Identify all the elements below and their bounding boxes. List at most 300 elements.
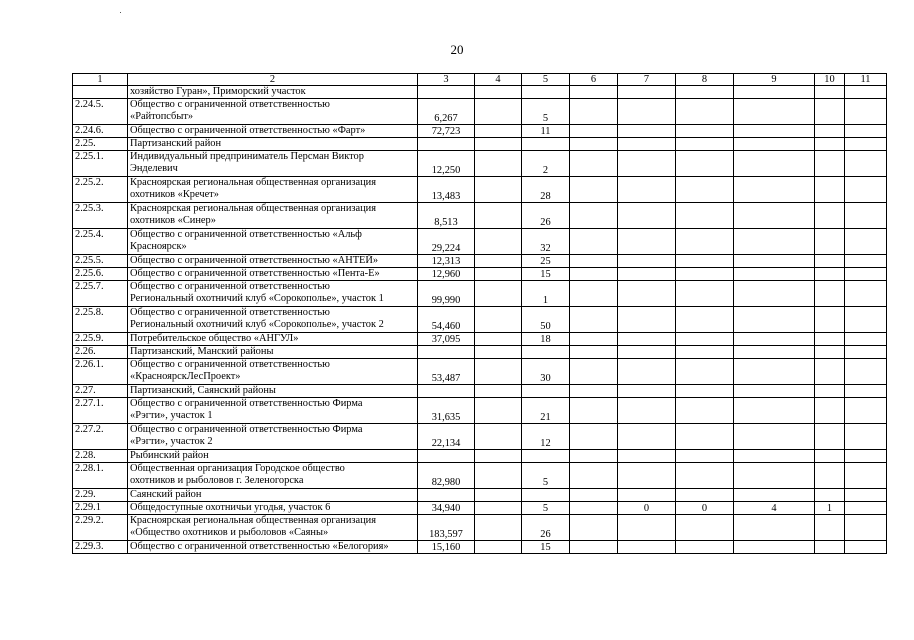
cell-col-9 bbox=[734, 424, 815, 450]
cell-col-7 bbox=[618, 424, 676, 450]
cell-col-3: 34,940 bbox=[418, 502, 475, 515]
cell-col-9 bbox=[734, 515, 815, 541]
cell-col-5: 50 bbox=[522, 307, 570, 333]
column-header-8: 8 bbox=[676, 74, 734, 86]
cell-col-5: 25 bbox=[522, 255, 570, 268]
column-header-1: 1 bbox=[73, 74, 128, 86]
row-name-line: Партизанский, Манский районы bbox=[130, 346, 274, 358]
cell-col-3 bbox=[418, 450, 475, 463]
cell-col-9 bbox=[734, 489, 815, 502]
table-row bbox=[73, 138, 887, 151]
cell-col-4 bbox=[475, 398, 522, 424]
row-name-line: Энделевич bbox=[130, 162, 178, 174]
column-header-2: 2 bbox=[128, 74, 418, 86]
cell-col-11 bbox=[845, 138, 887, 151]
page-number: 20 bbox=[450, 42, 464, 57]
cell-col-10 bbox=[815, 333, 845, 346]
table-row bbox=[73, 177, 887, 203]
cell-col-7 bbox=[618, 138, 676, 151]
cell-col-8 bbox=[676, 307, 734, 333]
cell-col-7: 0 bbox=[618, 502, 676, 515]
cell-col-7 bbox=[618, 333, 676, 346]
cell-col-5: 30 bbox=[522, 359, 570, 385]
row-name bbox=[128, 86, 418, 99]
cell-col-3: 183,597 bbox=[418, 515, 475, 541]
cell-col-6 bbox=[570, 541, 618, 554]
cell-col-7 bbox=[618, 307, 676, 333]
cell-col-10 bbox=[815, 541, 845, 554]
cell-col-4 bbox=[475, 307, 522, 333]
row-name-line: Красноярская региональная общественная организация bbox=[130, 515, 377, 527]
column-header-11: 11 bbox=[845, 74, 887, 86]
row-name bbox=[128, 281, 418, 307]
cell-col-8 bbox=[676, 489, 734, 502]
row-name bbox=[128, 255, 418, 268]
cell-col-11 bbox=[845, 255, 887, 268]
row-code: 2.25.5. bbox=[73, 255, 128, 268]
row-code: 2.27.2. bbox=[73, 424, 128, 450]
cell-col-4 bbox=[475, 385, 522, 398]
row-code: 2.26. bbox=[73, 346, 128, 359]
row-code: 2.28.1. bbox=[73, 463, 128, 489]
cell-col-6 bbox=[570, 138, 618, 151]
table-row bbox=[73, 151, 887, 177]
cell-col-4 bbox=[475, 138, 522, 151]
row-name bbox=[128, 515, 418, 541]
cell-col-6 bbox=[570, 489, 618, 502]
cell-col-3: 31,635 bbox=[418, 398, 475, 424]
cell-col-9 bbox=[734, 255, 815, 268]
table-row bbox=[73, 515, 887, 541]
cell-col-3: 13,483 bbox=[418, 177, 475, 203]
cell-col-7 bbox=[618, 385, 676, 398]
table-row bbox=[73, 255, 887, 268]
cell-col-5: 12 bbox=[522, 424, 570, 450]
cell-col-5: 5 bbox=[522, 99, 570, 125]
cell-col-10 bbox=[815, 385, 845, 398]
cell-col-7 bbox=[618, 255, 676, 268]
cell-col-6 bbox=[570, 450, 618, 463]
cell-col-5: 26 bbox=[522, 515, 570, 541]
row-code bbox=[73, 86, 128, 99]
cell-col-6 bbox=[570, 281, 618, 307]
cell-col-7 bbox=[618, 177, 676, 203]
row-code: 2.25.4. bbox=[73, 229, 128, 255]
cell-col-4 bbox=[475, 463, 522, 489]
cell-col-6 bbox=[570, 398, 618, 424]
table-row bbox=[73, 463, 887, 489]
row-name bbox=[128, 502, 418, 515]
cell-col-11 bbox=[845, 125, 887, 138]
cell-col-10 bbox=[815, 424, 845, 450]
cell-col-7 bbox=[618, 229, 676, 255]
row-name-line: Общество с ограниченной ответственностью Фирма bbox=[130, 398, 363, 410]
cell-col-9 bbox=[734, 138, 815, 151]
cell-col-5 bbox=[522, 385, 570, 398]
cell-col-3: 12,313 bbox=[418, 255, 475, 268]
cell-col-10 bbox=[815, 177, 845, 203]
table-row bbox=[73, 489, 887, 502]
cell-col-6 bbox=[570, 515, 618, 541]
table-row bbox=[73, 333, 887, 346]
row-name bbox=[128, 307, 418, 333]
row-name bbox=[128, 151, 418, 177]
row-name-line: охотников «Кречет» bbox=[130, 188, 219, 200]
cell-col-3 bbox=[418, 385, 475, 398]
table-row bbox=[73, 281, 887, 307]
cell-col-3 bbox=[418, 489, 475, 502]
row-name-line: Общедоступные охотничьи угодья, участок 6 bbox=[130, 502, 331, 514]
cell-col-4 bbox=[475, 151, 522, 177]
cell-col-8 bbox=[676, 398, 734, 424]
cell-col-7 bbox=[618, 99, 676, 125]
row-code: 2.28. bbox=[73, 450, 128, 463]
cell-col-3 bbox=[418, 346, 475, 359]
cell-col-7 bbox=[618, 86, 676, 99]
cell-col-8 bbox=[676, 151, 734, 177]
cell-col-8 bbox=[676, 450, 734, 463]
cell-col-6 bbox=[570, 502, 618, 515]
cell-col-5 bbox=[522, 138, 570, 151]
cell-col-7 bbox=[618, 281, 676, 307]
cell-col-9 bbox=[734, 86, 815, 99]
table-row bbox=[73, 125, 887, 138]
cell-col-10 bbox=[815, 125, 845, 138]
cell-col-10 bbox=[815, 450, 845, 463]
row-name bbox=[128, 203, 418, 229]
cell-col-4 bbox=[475, 229, 522, 255]
cell-col-9 bbox=[734, 307, 815, 333]
cell-col-5: 28 bbox=[522, 177, 570, 203]
row-code: 2.24.5. bbox=[73, 99, 128, 125]
row-code: 2.29. bbox=[73, 489, 128, 502]
row-name-line: Красноярская региональная общественная организация bbox=[130, 177, 377, 189]
row-name-line: Региональный охотничий клуб «Сорокополье», участок 1 bbox=[130, 292, 384, 304]
table-row bbox=[73, 385, 887, 398]
cell-col-5: 21 bbox=[522, 398, 570, 424]
row-name-line: «Рэгти», участок 1 bbox=[130, 409, 213, 421]
row-name-line: Общество с ограниченной ответственностью «Фарт» bbox=[130, 125, 366, 137]
cell-col-4 bbox=[475, 515, 522, 541]
row-name-line: Общество с ограниченной ответственностью «Альф bbox=[130, 229, 362, 241]
cell-col-3: 99,990 bbox=[418, 281, 475, 307]
cell-col-5 bbox=[522, 489, 570, 502]
cell-col-10 bbox=[815, 346, 845, 359]
cell-col-11 bbox=[845, 385, 887, 398]
cell-col-9 bbox=[734, 463, 815, 489]
table-row bbox=[73, 99, 887, 125]
cell-col-5: 15 bbox=[522, 268, 570, 281]
row-code: 2.25.8. bbox=[73, 307, 128, 333]
row-name bbox=[128, 541, 418, 554]
cell-col-10 bbox=[815, 398, 845, 424]
cell-col-7 bbox=[618, 541, 676, 554]
cell-col-3 bbox=[418, 138, 475, 151]
row-name-line: «Общество охотников и рыболовов «Саяны» bbox=[130, 526, 329, 538]
table-row bbox=[73, 541, 887, 554]
row-name-line: Индивидуальный предприниматель Персман Виктор bbox=[130, 151, 364, 163]
row-code: 2.29.1 bbox=[73, 502, 128, 515]
cell-col-5: 32 bbox=[522, 229, 570, 255]
row-name bbox=[128, 398, 418, 424]
cell-col-10 bbox=[815, 138, 845, 151]
column-header-10: 10 bbox=[815, 74, 845, 86]
scan-speck bbox=[120, 12, 121, 13]
cell-col-6 bbox=[570, 333, 618, 346]
cell-col-6 bbox=[570, 125, 618, 138]
column-header-5: 5 bbox=[522, 74, 570, 86]
cell-col-3: 12,250 bbox=[418, 151, 475, 177]
cell-col-6 bbox=[570, 177, 618, 203]
row-code: 2.25. bbox=[73, 138, 128, 151]
cell-col-4 bbox=[475, 333, 522, 346]
row-name-line: Общественная организация Городское общество bbox=[130, 463, 345, 475]
cell-col-8 bbox=[676, 99, 734, 125]
cell-col-4 bbox=[475, 203, 522, 229]
cell-col-5: 5 bbox=[522, 463, 570, 489]
cell-col-6 bbox=[570, 359, 618, 385]
table-row bbox=[73, 450, 887, 463]
cell-col-8 bbox=[676, 333, 734, 346]
table-row bbox=[73, 86, 887, 99]
cell-col-9 bbox=[734, 333, 815, 346]
row-code: 2.29.2. bbox=[73, 515, 128, 541]
cell-col-5: 5 bbox=[522, 502, 570, 515]
cell-col-3: 29,224 bbox=[418, 229, 475, 255]
cell-col-11 bbox=[845, 281, 887, 307]
cell-col-6 bbox=[570, 424, 618, 450]
cell-col-5: 11 bbox=[522, 125, 570, 138]
column-header-9: 9 bbox=[734, 74, 815, 86]
row-name-line: Красноярская региональная общественная организация bbox=[130, 203, 377, 215]
cell-col-11 bbox=[845, 203, 887, 229]
cell-col-5 bbox=[522, 450, 570, 463]
cell-col-3: 54,460 bbox=[418, 307, 475, 333]
cell-col-5: 26 bbox=[522, 203, 570, 229]
row-name bbox=[128, 463, 418, 489]
row-name-line: «КрасноярскЛесПроект» bbox=[130, 370, 241, 382]
row-name bbox=[128, 268, 418, 281]
cell-col-4 bbox=[475, 268, 522, 281]
cell-col-6 bbox=[570, 268, 618, 281]
row-name-line: Общество с ограниченной ответственностью «АНТЕЙ» bbox=[130, 255, 379, 267]
cell-col-7 bbox=[618, 450, 676, 463]
cell-col-6 bbox=[570, 307, 618, 333]
row-code: 2.29.3. bbox=[73, 541, 128, 554]
cell-col-10 bbox=[815, 203, 845, 229]
cell-col-9 bbox=[734, 203, 815, 229]
cell-col-8 bbox=[676, 281, 734, 307]
row-name-line: Общество с ограниченной ответственностью bbox=[130, 281, 330, 293]
cell-col-7 bbox=[618, 463, 676, 489]
cell-col-9 bbox=[734, 125, 815, 138]
column-header-3: 3 bbox=[418, 74, 475, 86]
cell-col-8 bbox=[676, 346, 734, 359]
cell-col-11 bbox=[845, 450, 887, 463]
column-header-7: 7 bbox=[618, 74, 676, 86]
column-header-6: 6 bbox=[570, 74, 618, 86]
cell-col-9 bbox=[734, 99, 815, 125]
row-name-line: Общество с ограниченной ответственностью «Белогория» bbox=[130, 541, 389, 553]
cell-col-5: 18 bbox=[522, 333, 570, 346]
cell-col-4 bbox=[475, 125, 522, 138]
column-header-4: 4 bbox=[475, 74, 522, 86]
cell-col-6 bbox=[570, 385, 618, 398]
table-row bbox=[73, 268, 887, 281]
row-name-line: Общество с ограниченной ответственностью bbox=[130, 307, 330, 319]
cell-col-7 bbox=[618, 268, 676, 281]
cell-col-9 bbox=[734, 359, 815, 385]
cell-col-4 bbox=[475, 541, 522, 554]
cell-col-9 bbox=[734, 177, 815, 203]
row-code: 2.25.3. bbox=[73, 203, 128, 229]
cell-col-11 bbox=[845, 398, 887, 424]
cell-col-6 bbox=[570, 255, 618, 268]
cell-col-7 bbox=[618, 346, 676, 359]
hunting-grounds-table bbox=[72, 73, 887, 554]
cell-col-11 bbox=[845, 177, 887, 203]
cell-col-9 bbox=[734, 398, 815, 424]
cell-col-3: 15,160 bbox=[418, 541, 475, 554]
cell-col-10 bbox=[815, 281, 845, 307]
cell-col-4 bbox=[475, 177, 522, 203]
cell-col-4 bbox=[475, 99, 522, 125]
row-name bbox=[128, 229, 418, 255]
cell-col-6 bbox=[570, 463, 618, 489]
cell-col-8 bbox=[676, 203, 734, 229]
row-name-line: «Рэгти», участок 2 bbox=[130, 435, 213, 447]
cell-col-8 bbox=[676, 229, 734, 255]
cell-col-7 bbox=[618, 489, 676, 502]
cell-col-11 bbox=[845, 463, 887, 489]
cell-col-3: 37,095 bbox=[418, 333, 475, 346]
cell-col-4 bbox=[475, 489, 522, 502]
cell-col-10 bbox=[815, 151, 845, 177]
cell-col-4 bbox=[475, 346, 522, 359]
cell-col-10 bbox=[815, 268, 845, 281]
cell-col-11 bbox=[845, 151, 887, 177]
cell-col-3: 22,134 bbox=[418, 424, 475, 450]
row-code: 2.27.1. bbox=[73, 398, 128, 424]
cell-col-10 bbox=[815, 255, 845, 268]
cell-col-8 bbox=[676, 138, 734, 151]
cell-col-10: 1 bbox=[815, 502, 845, 515]
cell-col-7 bbox=[618, 151, 676, 177]
table-row bbox=[73, 398, 887, 424]
cell-col-8 bbox=[676, 86, 734, 99]
cell-col-4 bbox=[475, 502, 522, 515]
cell-col-8 bbox=[676, 125, 734, 138]
row-code: 2.25.7. bbox=[73, 281, 128, 307]
row-code: 2.25.1. bbox=[73, 151, 128, 177]
cell-col-7 bbox=[618, 515, 676, 541]
row-name bbox=[128, 359, 418, 385]
cell-col-5: 1 bbox=[522, 281, 570, 307]
cell-col-11 bbox=[845, 346, 887, 359]
table-header-row bbox=[73, 74, 887, 86]
cell-col-6 bbox=[570, 203, 618, 229]
cell-col-7 bbox=[618, 398, 676, 424]
cell-col-7 bbox=[618, 125, 676, 138]
cell-col-8 bbox=[676, 177, 734, 203]
cell-col-5 bbox=[522, 346, 570, 359]
row-name-line: Потребительское общество «АНГУЛ» bbox=[130, 333, 299, 345]
cell-col-9 bbox=[734, 541, 815, 554]
cell-col-6 bbox=[570, 229, 618, 255]
cell-col-8 bbox=[676, 541, 734, 554]
cell-col-10 bbox=[815, 307, 845, 333]
row-code: 2.25.2. bbox=[73, 177, 128, 203]
row-name-line: Рыбинский район bbox=[130, 450, 209, 462]
row-code: 2.25.9. bbox=[73, 333, 128, 346]
row-name-line: Красноярск» bbox=[130, 240, 187, 252]
row-name bbox=[128, 450, 418, 463]
row-name-line: охотников и рыболовов г. Зеленогорска bbox=[130, 474, 304, 486]
cell-col-6 bbox=[570, 86, 618, 99]
row-name bbox=[128, 125, 418, 138]
row-name-line: Общество с ограниченной ответственностью «Пента-Е» bbox=[130, 268, 380, 280]
cell-col-9 bbox=[734, 229, 815, 255]
cell-col-8 bbox=[676, 463, 734, 489]
cell-col-11 bbox=[845, 359, 887, 385]
table-row bbox=[73, 502, 887, 515]
row-code: 2.25.6. bbox=[73, 268, 128, 281]
cell-col-8 bbox=[676, 268, 734, 281]
cell-col-8: 0 bbox=[676, 502, 734, 515]
row-code: 2.26.1. bbox=[73, 359, 128, 385]
cell-col-3: 6,267 bbox=[418, 99, 475, 125]
cell-col-11 bbox=[845, 229, 887, 255]
cell-col-11 bbox=[845, 86, 887, 99]
row-name-line: Саянский район bbox=[130, 489, 202, 501]
table-row bbox=[73, 229, 887, 255]
row-name bbox=[128, 333, 418, 346]
cell-col-6 bbox=[570, 151, 618, 177]
cell-col-8 bbox=[676, 255, 734, 268]
cell-col-3: 82,980 bbox=[418, 463, 475, 489]
cell-col-4 bbox=[475, 359, 522, 385]
cell-col-8 bbox=[676, 359, 734, 385]
cell-col-9 bbox=[734, 268, 815, 281]
cell-col-3: 72,723 bbox=[418, 125, 475, 138]
cell-col-3: 53,487 bbox=[418, 359, 475, 385]
table-row bbox=[73, 346, 887, 359]
row-name-line: «Райтопсбыт» bbox=[130, 110, 194, 122]
cell-col-11 bbox=[845, 489, 887, 502]
cell-col-7 bbox=[618, 359, 676, 385]
table-row bbox=[73, 203, 887, 229]
cell-col-11 bbox=[845, 424, 887, 450]
cell-col-10 bbox=[815, 229, 845, 255]
row-name bbox=[128, 424, 418, 450]
cell-col-11 bbox=[845, 502, 887, 515]
cell-col-5: 15 bbox=[522, 541, 570, 554]
cell-col-4 bbox=[475, 450, 522, 463]
row-code: 2.24.6. bbox=[73, 125, 128, 138]
cell-col-10 bbox=[815, 359, 845, 385]
row-name bbox=[128, 177, 418, 203]
row-name-line: Общество с ограниченной ответственностью bbox=[130, 99, 330, 111]
cell-col-9 bbox=[734, 346, 815, 359]
table-row bbox=[73, 307, 887, 333]
cell-col-11 bbox=[845, 307, 887, 333]
cell-col-10 bbox=[815, 86, 845, 99]
cell-col-11 bbox=[845, 268, 887, 281]
cell-col-6 bbox=[570, 346, 618, 359]
cell-col-5 bbox=[522, 86, 570, 99]
cell-col-4 bbox=[475, 255, 522, 268]
row-name-line: Партизанский район bbox=[130, 138, 222, 150]
